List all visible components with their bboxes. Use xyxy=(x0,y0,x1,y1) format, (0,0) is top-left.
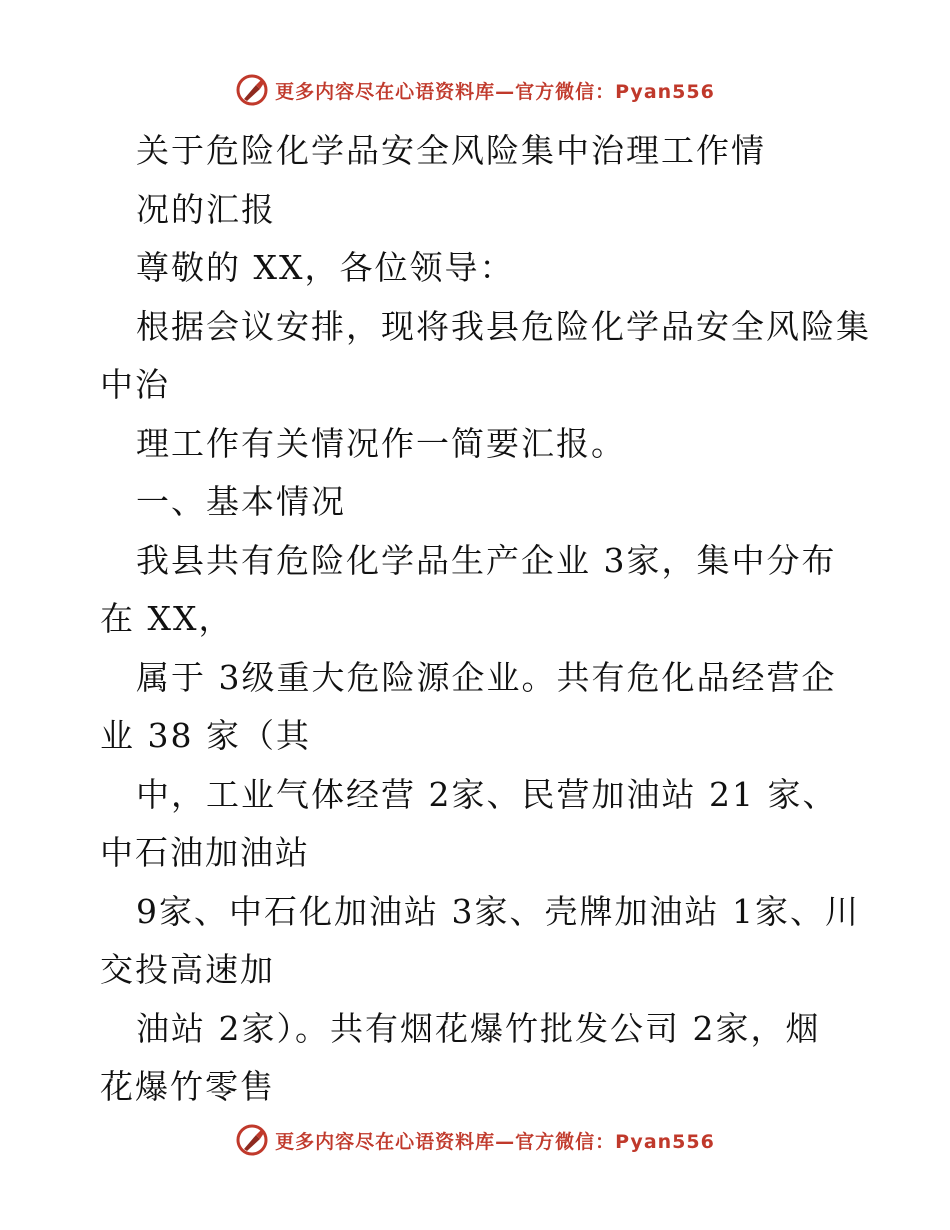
text-line: 根据会议安排，现将我县危险化学品安全风险集 xyxy=(136,306,871,346)
text-line: 交投高速加 xyxy=(100,950,275,989)
footer-watermark-banner xyxy=(0,1120,950,1160)
text-line: 一、基本情况 xyxy=(136,482,346,521)
text-line: 属于 3级重大危险源企业。共有危化品经营企 xyxy=(136,657,837,697)
text-line: 中，工业气体经营 2家、民营加油站 21 家、 xyxy=(136,774,838,814)
document-body xyxy=(100,122,871,1117)
text-line: 业 38 家（其 xyxy=(100,716,311,755)
text-line: 我县共有危险化学品生产企业 3家，集中分布 xyxy=(136,540,837,580)
text-line: 况的汇报 xyxy=(136,189,276,229)
header-watermark-banner xyxy=(0,70,950,110)
text-line: 花爆竹零售 xyxy=(100,1067,275,1106)
text-line: 中治 xyxy=(100,365,170,404)
text-line: 油站 2家）。共有烟花爆竹批发公司 2家，烟 xyxy=(136,1008,821,1048)
text-line: 中石油加油站 xyxy=(100,833,310,872)
text-line: 在 XX， xyxy=(100,599,234,638)
pen-nib-logo-icon xyxy=(235,73,269,107)
text-line: 尊敬的 XX，各位领导： xyxy=(136,248,515,287)
text-line: 关于危险化学品安全风险集中治理工作情 xyxy=(136,131,766,170)
watermark-text: 更多内容尽在心语资料库—官方微信：Pyan556 xyxy=(275,80,715,103)
watermark-text: 更多内容尽在心语资料库—官方微信：Pyan556 xyxy=(275,1130,715,1153)
text-line: 理工作有关情况作一简要汇报。 xyxy=(136,423,626,463)
text-line: 9家、中石化加油站 3家、壳牌加油站 1家、川 xyxy=(136,891,860,931)
pen-nib-logo-icon xyxy=(235,1123,269,1157)
